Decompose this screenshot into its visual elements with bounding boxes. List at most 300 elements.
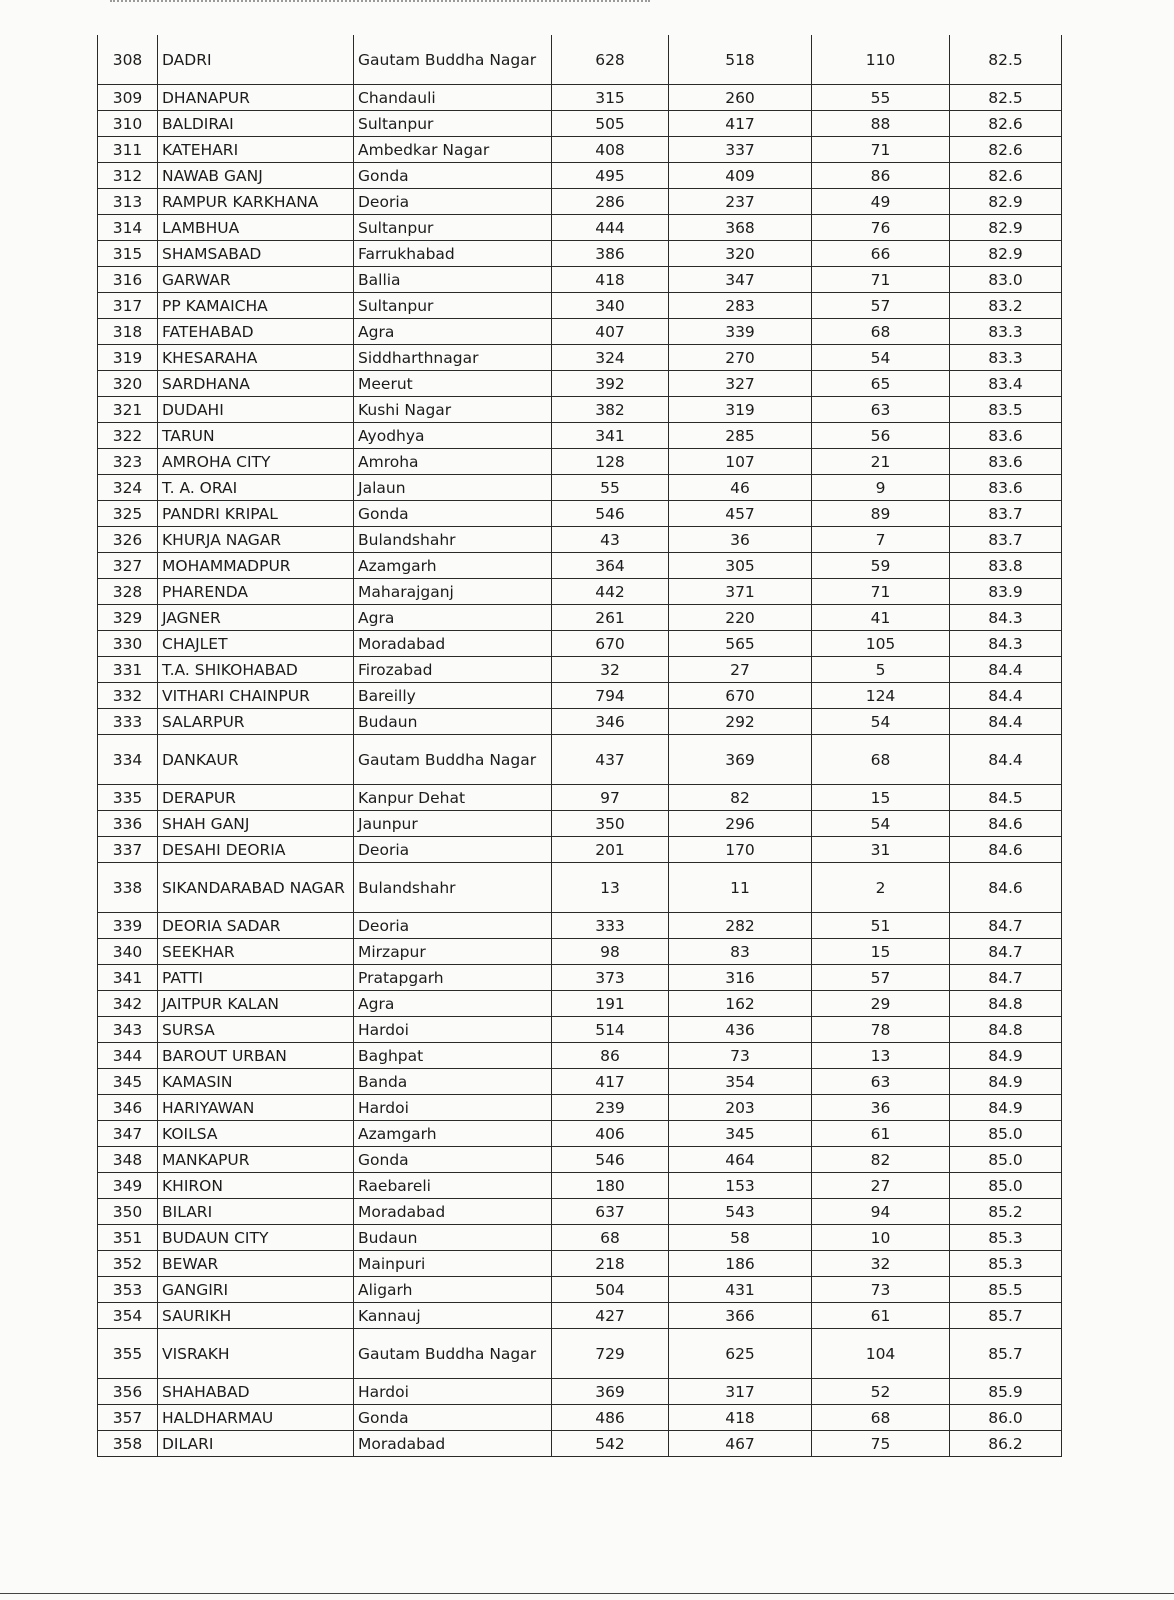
- name-cell: DESAHI DEORIA: [158, 837, 354, 863]
- count-b-cell: 65: [812, 371, 950, 397]
- count-b-cell: 54: [812, 709, 950, 735]
- percentage-cell: 85.7: [950, 1303, 1062, 1329]
- count-a-cell: 282: [669, 913, 812, 939]
- district-cell: Bulandshahr: [354, 527, 552, 553]
- name-cell: BAROUT URBAN: [158, 1043, 354, 1069]
- district-cell: Pratapgarh: [354, 965, 552, 991]
- name-cell: SURSA: [158, 1017, 354, 1043]
- percentage-cell: 82.9: [950, 189, 1062, 215]
- count-b-cell: 110: [812, 35, 950, 85]
- table-row: [98, 1225, 1062, 1251]
- district-cell: Bulandshahr: [354, 863, 552, 913]
- count-b-cell: 7: [812, 527, 950, 553]
- count-a-cell: 670: [669, 683, 812, 709]
- total-cell: 407: [552, 319, 669, 345]
- count-a-cell: 283: [669, 293, 812, 319]
- count-a-cell: 467: [669, 1431, 812, 1457]
- scan-edge-bottom: [0, 1593, 1174, 1594]
- percentage-cell: 83.5: [950, 397, 1062, 423]
- table-row: [98, 1251, 1062, 1277]
- percentage-cell: 82.9: [950, 215, 1062, 241]
- count-b-cell: 63: [812, 397, 950, 423]
- table-row: [98, 991, 1062, 1017]
- serial-number-cell: 309: [98, 85, 158, 111]
- district-cell: Meerut: [354, 371, 552, 397]
- serial-number-cell: 312: [98, 163, 158, 189]
- count-b-cell: 54: [812, 811, 950, 837]
- count-a-cell: 518: [669, 35, 812, 85]
- table-row: [98, 449, 1062, 475]
- total-cell: 670: [552, 631, 669, 657]
- total-cell: 437: [552, 735, 669, 785]
- total-cell: 43: [552, 527, 669, 553]
- percentage-cell: 83.9: [950, 579, 1062, 605]
- name-cell: DHANAPUR: [158, 85, 354, 111]
- table-row: [98, 1277, 1062, 1303]
- table-row: [98, 1069, 1062, 1095]
- district-cell: Budaun: [354, 709, 552, 735]
- count-b-cell: 59: [812, 553, 950, 579]
- serial-number-cell: 345: [98, 1069, 158, 1095]
- total-cell: 239: [552, 1095, 669, 1121]
- count-b-cell: 57: [812, 965, 950, 991]
- total-cell: 486: [552, 1405, 669, 1431]
- serial-number-cell: 349: [98, 1173, 158, 1199]
- serial-number-cell: 332: [98, 683, 158, 709]
- count-b-cell: 27: [812, 1173, 950, 1199]
- percentage-cell: 83.7: [950, 527, 1062, 553]
- district-cell: Siddharthnagar: [354, 345, 552, 371]
- name-cell: MOHAMMADPUR: [158, 553, 354, 579]
- table-row: [98, 111, 1062, 137]
- percentage-cell: 85.0: [950, 1173, 1062, 1199]
- percentage-cell: 84.4: [950, 683, 1062, 709]
- total-cell: 794: [552, 683, 669, 709]
- district-cell: Banda: [354, 1069, 552, 1095]
- count-a-cell: 46: [669, 475, 812, 501]
- count-b-cell: 71: [812, 579, 950, 605]
- table-row: [98, 241, 1062, 267]
- percentage-cell: 84.8: [950, 991, 1062, 1017]
- total-cell: 346: [552, 709, 669, 735]
- count-b-cell: 71: [812, 267, 950, 293]
- district-cell: Moradabad: [354, 631, 552, 657]
- total-cell: 98: [552, 939, 669, 965]
- name-cell: T. A. ORAI: [158, 475, 354, 501]
- district-cell: Budaun: [354, 1225, 552, 1251]
- table-row: [98, 965, 1062, 991]
- count-b-cell: 68: [812, 1405, 950, 1431]
- count-b-cell: 61: [812, 1121, 950, 1147]
- name-cell: JAITPUR KALAN: [158, 991, 354, 1017]
- serial-number-cell: 343: [98, 1017, 158, 1043]
- district-cell: Ayodhya: [354, 423, 552, 449]
- serial-number-cell: 324: [98, 475, 158, 501]
- count-a-cell: 305: [669, 553, 812, 579]
- name-cell: DERAPUR: [158, 785, 354, 811]
- district-cell: Gonda: [354, 1405, 552, 1431]
- count-a-cell: 316: [669, 965, 812, 991]
- total-cell: 418: [552, 267, 669, 293]
- name-cell: SHAHABAD: [158, 1379, 354, 1405]
- name-cell: KHIRON: [158, 1173, 354, 1199]
- table-row: [98, 267, 1062, 293]
- name-cell: AMROHA CITY: [158, 449, 354, 475]
- percentage-cell: 82.9: [950, 241, 1062, 267]
- name-cell: TARUN: [158, 423, 354, 449]
- name-cell: HARIYAWAN: [158, 1095, 354, 1121]
- name-cell: BILARI: [158, 1199, 354, 1225]
- serial-number-cell: 327: [98, 553, 158, 579]
- count-b-cell: 15: [812, 939, 950, 965]
- count-a-cell: 371: [669, 579, 812, 605]
- count-a-cell: 285: [669, 423, 812, 449]
- name-cell: DANKAUR: [158, 735, 354, 785]
- district-cell: Kanpur Dehat: [354, 785, 552, 811]
- table-row: [98, 345, 1062, 371]
- percentage-cell: 83.8: [950, 553, 1062, 579]
- district-cell: Mirzapur: [354, 939, 552, 965]
- count-a-cell: 203: [669, 1095, 812, 1121]
- percentage-cell: 82.5: [950, 35, 1062, 85]
- district-cell: Jaunpur: [354, 811, 552, 837]
- serial-number-cell: 331: [98, 657, 158, 683]
- total-cell: 350: [552, 811, 669, 837]
- count-a-cell: 625: [669, 1329, 812, 1379]
- serial-number-cell: 341: [98, 965, 158, 991]
- name-cell: GARWAR: [158, 267, 354, 293]
- count-b-cell: 51: [812, 913, 950, 939]
- table-row: [98, 527, 1062, 553]
- total-cell: 546: [552, 1147, 669, 1173]
- total-cell: 180: [552, 1173, 669, 1199]
- count-a-cell: 58: [669, 1225, 812, 1251]
- serial-number-cell: 350: [98, 1199, 158, 1225]
- name-cell: KAMASIN: [158, 1069, 354, 1095]
- count-a-cell: 83: [669, 939, 812, 965]
- count-a-cell: 170: [669, 837, 812, 863]
- name-cell: SAURIKH: [158, 1303, 354, 1329]
- table-row: [98, 1199, 1062, 1225]
- percentage-cell: 85.0: [950, 1147, 1062, 1173]
- total-cell: 201: [552, 837, 669, 863]
- district-cell: Maharajganj: [354, 579, 552, 605]
- percentage-cell: 86.2: [950, 1431, 1062, 1457]
- table-row: [98, 215, 1062, 241]
- table-row: [98, 1431, 1062, 1457]
- name-cell: PANDRI KRIPAL: [158, 501, 354, 527]
- count-b-cell: 29: [812, 991, 950, 1017]
- count-b-cell: 61: [812, 1303, 950, 1329]
- serial-number-cell: 356: [98, 1379, 158, 1405]
- count-a-cell: 418: [669, 1405, 812, 1431]
- name-cell: KATEHARI: [158, 137, 354, 163]
- total-cell: 382: [552, 397, 669, 423]
- count-b-cell: 104: [812, 1329, 950, 1379]
- table-row: [98, 579, 1062, 605]
- total-cell: 128: [552, 449, 669, 475]
- serial-number-cell: 358: [98, 1431, 158, 1457]
- table-row: [98, 785, 1062, 811]
- serial-number-cell: 342: [98, 991, 158, 1017]
- name-cell: LAMBHUA: [158, 215, 354, 241]
- table-row: [98, 319, 1062, 345]
- table-row: [98, 1043, 1062, 1069]
- district-cell: Gautam Buddha Nagar: [354, 35, 552, 85]
- district-cell: Ambedkar Nagar: [354, 137, 552, 163]
- percentage-cell: 84.6: [950, 811, 1062, 837]
- count-a-cell: 260: [669, 85, 812, 111]
- serial-number-cell: 338: [98, 863, 158, 913]
- table-row: [98, 1017, 1062, 1043]
- name-cell: KHESARAHA: [158, 345, 354, 371]
- count-b-cell: 41: [812, 605, 950, 631]
- count-b-cell: 78: [812, 1017, 950, 1043]
- count-a-cell: 337: [669, 137, 812, 163]
- total-cell: 32: [552, 657, 669, 683]
- table-row: [98, 1095, 1062, 1121]
- percentage-cell: 84.7: [950, 965, 1062, 991]
- percentage-cell: 82.6: [950, 137, 1062, 163]
- name-cell: GANGIRI: [158, 1277, 354, 1303]
- count-a-cell: 366: [669, 1303, 812, 1329]
- count-a-cell: 369: [669, 735, 812, 785]
- count-a-cell: 543: [669, 1199, 812, 1225]
- district-cell: Deoria: [354, 913, 552, 939]
- serial-number-cell: 308: [98, 35, 158, 85]
- percentage-cell: 84.4: [950, 657, 1062, 683]
- count-a-cell: 345: [669, 1121, 812, 1147]
- table-row: [98, 501, 1062, 527]
- percentage-cell: 83.6: [950, 449, 1062, 475]
- table-row: [98, 35, 1062, 85]
- serial-number-cell: 334: [98, 735, 158, 785]
- district-cell: Deoria: [354, 189, 552, 215]
- count-a-cell: 464: [669, 1147, 812, 1173]
- table-row: [98, 137, 1062, 163]
- name-cell: KOILSA: [158, 1121, 354, 1147]
- name-cell: DADRI: [158, 35, 354, 85]
- table-row: [98, 1173, 1062, 1199]
- table-row: [98, 683, 1062, 709]
- total-cell: 504: [552, 1277, 669, 1303]
- percentage-cell: 83.2: [950, 293, 1062, 319]
- district-cell: Agra: [354, 319, 552, 345]
- table-row: [98, 189, 1062, 215]
- table-row: [98, 735, 1062, 785]
- percentage-cell: 84.3: [950, 605, 1062, 631]
- percentage-cell: 83.6: [950, 423, 1062, 449]
- serial-number-cell: 318: [98, 319, 158, 345]
- table-row: [98, 631, 1062, 657]
- count-a-cell: 317: [669, 1379, 812, 1405]
- percentage-cell: 84.4: [950, 735, 1062, 785]
- table-row: [98, 1379, 1062, 1405]
- percentage-cell: 83.7: [950, 501, 1062, 527]
- count-b-cell: 54: [812, 345, 950, 371]
- district-cell: Hardoi: [354, 1017, 552, 1043]
- count-a-cell: 73: [669, 1043, 812, 1069]
- count-a-cell: 220: [669, 605, 812, 631]
- total-cell: 505: [552, 111, 669, 137]
- serial-number-cell: 347: [98, 1121, 158, 1147]
- percentage-cell: 85.0: [950, 1121, 1062, 1147]
- serial-number-cell: 355: [98, 1329, 158, 1379]
- count-b-cell: 5: [812, 657, 950, 683]
- count-b-cell: 105: [812, 631, 950, 657]
- name-cell: JAGNER: [158, 605, 354, 631]
- count-b-cell: 82: [812, 1147, 950, 1173]
- percentage-cell: 85.5: [950, 1277, 1062, 1303]
- district-cell: Hardoi: [354, 1379, 552, 1405]
- count-b-cell: 57: [812, 293, 950, 319]
- count-b-cell: 71: [812, 137, 950, 163]
- serial-number-cell: 319: [98, 345, 158, 371]
- serial-number-cell: 348: [98, 1147, 158, 1173]
- serial-number-cell: 339: [98, 913, 158, 939]
- total-cell: 333: [552, 913, 669, 939]
- total-cell: 341: [552, 423, 669, 449]
- table-row: [98, 85, 1062, 111]
- serial-number-cell: 344: [98, 1043, 158, 1069]
- count-b-cell: 94: [812, 1199, 950, 1225]
- district-cell: Amroha: [354, 449, 552, 475]
- serial-number-cell: 310: [98, 111, 158, 137]
- serial-number-cell: 357: [98, 1405, 158, 1431]
- table-body: [98, 35, 1062, 1457]
- total-cell: 86: [552, 1043, 669, 1069]
- serial-number-cell: 321: [98, 397, 158, 423]
- percentage-cell: 84.9: [950, 1043, 1062, 1069]
- name-cell: SALARPUR: [158, 709, 354, 735]
- table-row: [98, 939, 1062, 965]
- count-b-cell: 75: [812, 1431, 950, 1457]
- name-cell: T.A. SHIKOHABAD: [158, 657, 354, 683]
- total-cell: 628: [552, 35, 669, 85]
- name-cell: VITHARI CHAINPUR: [158, 683, 354, 709]
- table-row: [98, 475, 1062, 501]
- total-cell: 542: [552, 1431, 669, 1457]
- count-b-cell: 68: [812, 319, 950, 345]
- district-cell: Deoria: [354, 837, 552, 863]
- district-cell: Kannauj: [354, 1303, 552, 1329]
- count-b-cell: 21: [812, 449, 950, 475]
- data-table: [97, 35, 1062, 1457]
- count-b-cell: 56: [812, 423, 950, 449]
- name-cell: PHARENDA: [158, 579, 354, 605]
- name-cell: SEEKHAR: [158, 939, 354, 965]
- count-b-cell: 52: [812, 1379, 950, 1405]
- total-cell: 373: [552, 965, 669, 991]
- count-b-cell: 36: [812, 1095, 950, 1121]
- name-cell: CHAJLET: [158, 631, 354, 657]
- percentage-cell: 82.5: [950, 85, 1062, 111]
- table-row: [98, 1329, 1062, 1379]
- count-a-cell: 327: [669, 371, 812, 397]
- serial-number-cell: 352: [98, 1251, 158, 1277]
- name-cell: PATTI: [158, 965, 354, 991]
- name-cell: PP KAMAICHA: [158, 293, 354, 319]
- total-cell: 444: [552, 215, 669, 241]
- name-cell: SIKANDARABAD NAGAR: [158, 863, 354, 913]
- table-row: [98, 1405, 1062, 1431]
- district-cell: Hardoi: [354, 1095, 552, 1121]
- total-cell: 261: [552, 605, 669, 631]
- district-cell: Sultanpur: [354, 293, 552, 319]
- percentage-cell: 84.6: [950, 837, 1062, 863]
- table-row: [98, 811, 1062, 837]
- district-cell: Gautam Buddha Nagar: [354, 735, 552, 785]
- total-cell: 427: [552, 1303, 669, 1329]
- scan-edge-top: [110, 0, 650, 8]
- serial-number-cell: 333: [98, 709, 158, 735]
- name-cell: BUDAUN CITY: [158, 1225, 354, 1251]
- percentage-cell: 85.9: [950, 1379, 1062, 1405]
- count-a-cell: 347: [669, 267, 812, 293]
- count-a-cell: 270: [669, 345, 812, 371]
- district-cell: Bareilly: [354, 683, 552, 709]
- serial-number-cell: 323: [98, 449, 158, 475]
- count-b-cell: 86: [812, 163, 950, 189]
- serial-number-cell: 325: [98, 501, 158, 527]
- percentage-cell: 85.3: [950, 1251, 1062, 1277]
- serial-number-cell: 326: [98, 527, 158, 553]
- count-a-cell: 153: [669, 1173, 812, 1199]
- district-cell: Azamgarh: [354, 553, 552, 579]
- percentage-cell: 83.4: [950, 371, 1062, 397]
- percentage-cell: 83.6: [950, 475, 1062, 501]
- count-b-cell: 9: [812, 475, 950, 501]
- percentage-cell: 83.0: [950, 267, 1062, 293]
- percentage-cell: 86.0: [950, 1405, 1062, 1431]
- table-row: [98, 657, 1062, 683]
- count-a-cell: 11: [669, 863, 812, 913]
- table-row: [98, 1147, 1062, 1173]
- table-row: [98, 837, 1062, 863]
- count-a-cell: 296: [669, 811, 812, 837]
- count-a-cell: 417: [669, 111, 812, 137]
- total-cell: 369: [552, 1379, 669, 1405]
- table-row: [98, 553, 1062, 579]
- count-a-cell: 186: [669, 1251, 812, 1277]
- name-cell: FATEHABAD: [158, 319, 354, 345]
- name-cell: SHAMSABAD: [158, 241, 354, 267]
- name-cell: VISRAKH: [158, 1329, 354, 1379]
- serial-number-cell: 351: [98, 1225, 158, 1251]
- district-cell: Ballia: [354, 267, 552, 293]
- table-row: [98, 863, 1062, 913]
- serial-number-cell: 337: [98, 837, 158, 863]
- total-cell: 324: [552, 345, 669, 371]
- serial-number-cell: 313: [98, 189, 158, 215]
- serial-number-cell: 311: [98, 137, 158, 163]
- serial-number-cell: 328: [98, 579, 158, 605]
- total-cell: 408: [552, 137, 669, 163]
- percentage-cell: 84.3: [950, 631, 1062, 657]
- percentage-cell: 84.9: [950, 1095, 1062, 1121]
- count-a-cell: 431: [669, 1277, 812, 1303]
- serial-number-cell: 340: [98, 939, 158, 965]
- district-cell: Farrukhabad: [354, 241, 552, 267]
- total-cell: 315: [552, 85, 669, 111]
- percentage-cell: 85.3: [950, 1225, 1062, 1251]
- table-row: [98, 293, 1062, 319]
- count-a-cell: 409: [669, 163, 812, 189]
- percentage-cell: 85.7: [950, 1329, 1062, 1379]
- percentage-cell: 83.3: [950, 319, 1062, 345]
- table-row: [98, 397, 1062, 423]
- percentage-cell: 82.6: [950, 111, 1062, 137]
